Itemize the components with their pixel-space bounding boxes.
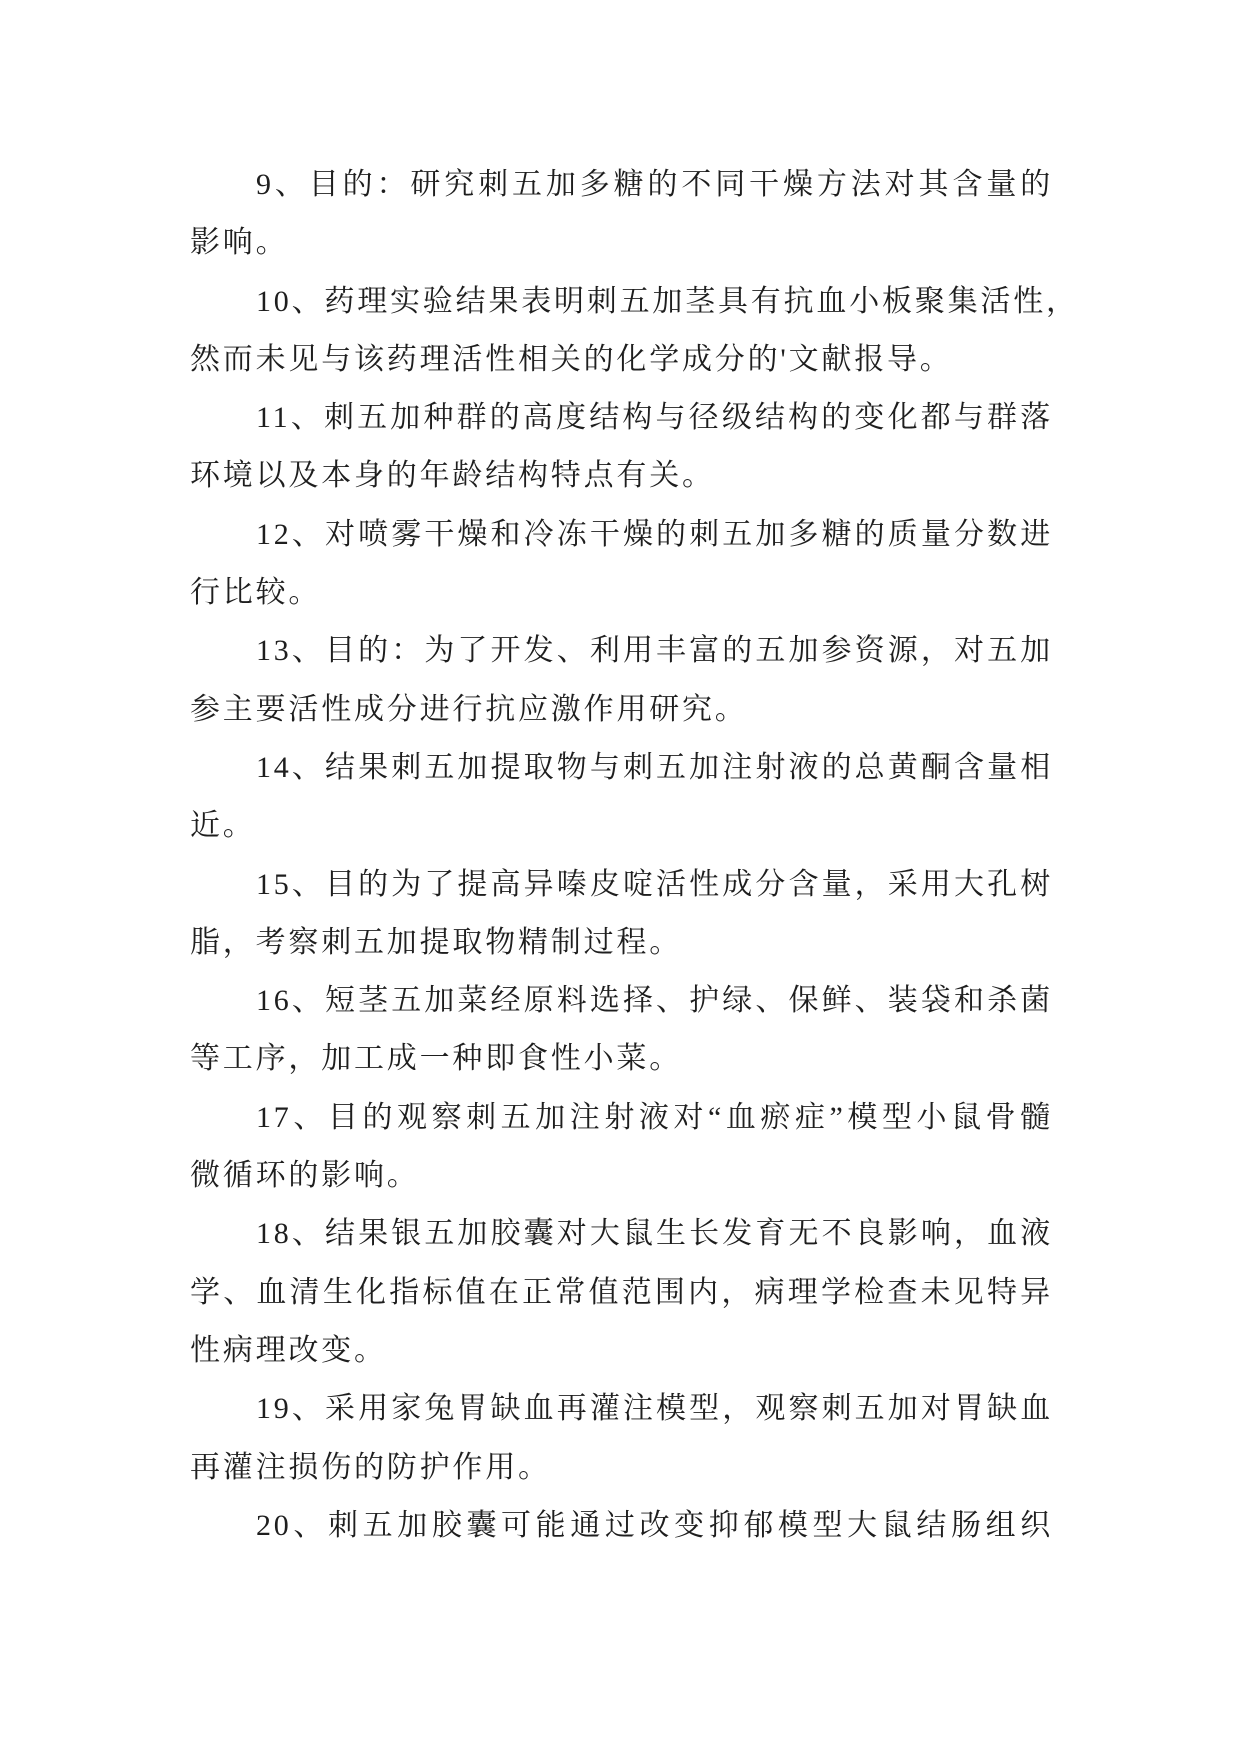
paragraph-line: 11、刺五加种群的高度结构与径级结构的变化都与群落: [256, 401, 1053, 435]
paragraph-line: 等工序，加工成一种即食性小菜。: [190, 1042, 682, 1076]
document-page: [0, 156, 1241, 1555]
paragraph-line: 脂，考察刺五加提取物精制过程。: [190, 925, 682, 959]
paragraph-line: 学、血清生化指标值在正常值范围内，病理学检查未见特异: [190, 1275, 1053, 1309]
paragraph-11: [0, 389, 1241, 506]
paragraph-line: 20、刺五加胶囊可能通过改变抑郁模型大鼠结肠组织: [256, 1508, 1053, 1542]
paragraph-12: [0, 506, 1241, 623]
paragraph-line: 15、目的为了提高异嗪皮啶活性成分含量，采用大孔树: [256, 867, 1053, 901]
paragraph-line: 13、目的：为了开发、利用丰富的五加参资源，对五加: [256, 634, 1053, 668]
paragraph-line: 17、目的观察刺五加注射液对“血瘀症”模型小鼠骨髓: [256, 1100, 1053, 1134]
paragraph-line: 再灌注损伤的防护作用。: [190, 1450, 551, 1484]
paragraph-13: [0, 622, 1241, 739]
paragraph-line: 性病理改变。: [190, 1333, 387, 1367]
paragraph-9: [0, 156, 1241, 273]
paragraph-14: [0, 739, 1241, 856]
paragraph-line: 19、采用家兔胃缺血再灌注模型，观察刺五加对胃缺血: [256, 1392, 1053, 1426]
paragraph-line: 影响。: [190, 226, 289, 260]
paragraph-line: 近。: [190, 809, 256, 843]
paragraph-line: 10、药理实验结果表明刺五加茎具有抗血小板聚集活性，: [256, 284, 1079, 318]
paragraph-15: [0, 856, 1241, 973]
paragraph-line: 16、短茎五加菜经原料选择、护绿、保鲜、装袋和杀菌: [256, 984, 1053, 1018]
paragraph-line: 12、对喷雾干燥和冷冻干燥的刺五加多糖的质量分数进: [256, 517, 1053, 551]
paragraph-10: [0, 273, 1241, 390]
paragraph-19: [0, 1380, 1241, 1497]
paragraph-line: 18、结果银五加胶囊对大鼠生长发育无不良影响，血液: [256, 1217, 1053, 1251]
paragraph-16: [0, 972, 1241, 1089]
paragraph-line: 微循环的影响。: [190, 1159, 420, 1193]
paragraph-line: 行比较。: [190, 576, 322, 610]
paragraph-line: 参主要活性成分进行抗应激作用研究。: [190, 692, 748, 726]
paragraph-line: 然而未见与该药理活性相关的化学成分的'文献报导。: [190, 342, 953, 376]
paragraph-line: 环境以及本身的年龄结构特点有关。: [190, 459, 715, 493]
paragraph-20: [0, 1497, 1241, 1555]
paragraph-line: 14、结果刺五加提取物与刺五加注射液的总黄酮含量相: [256, 750, 1053, 784]
paragraph-18: [0, 1205, 1241, 1380]
paragraph-line: 9、目的：研究刺五加多糖的不同干燥方法对其含量的: [256, 168, 1053, 201]
paragraph-17: [0, 1089, 1241, 1206]
